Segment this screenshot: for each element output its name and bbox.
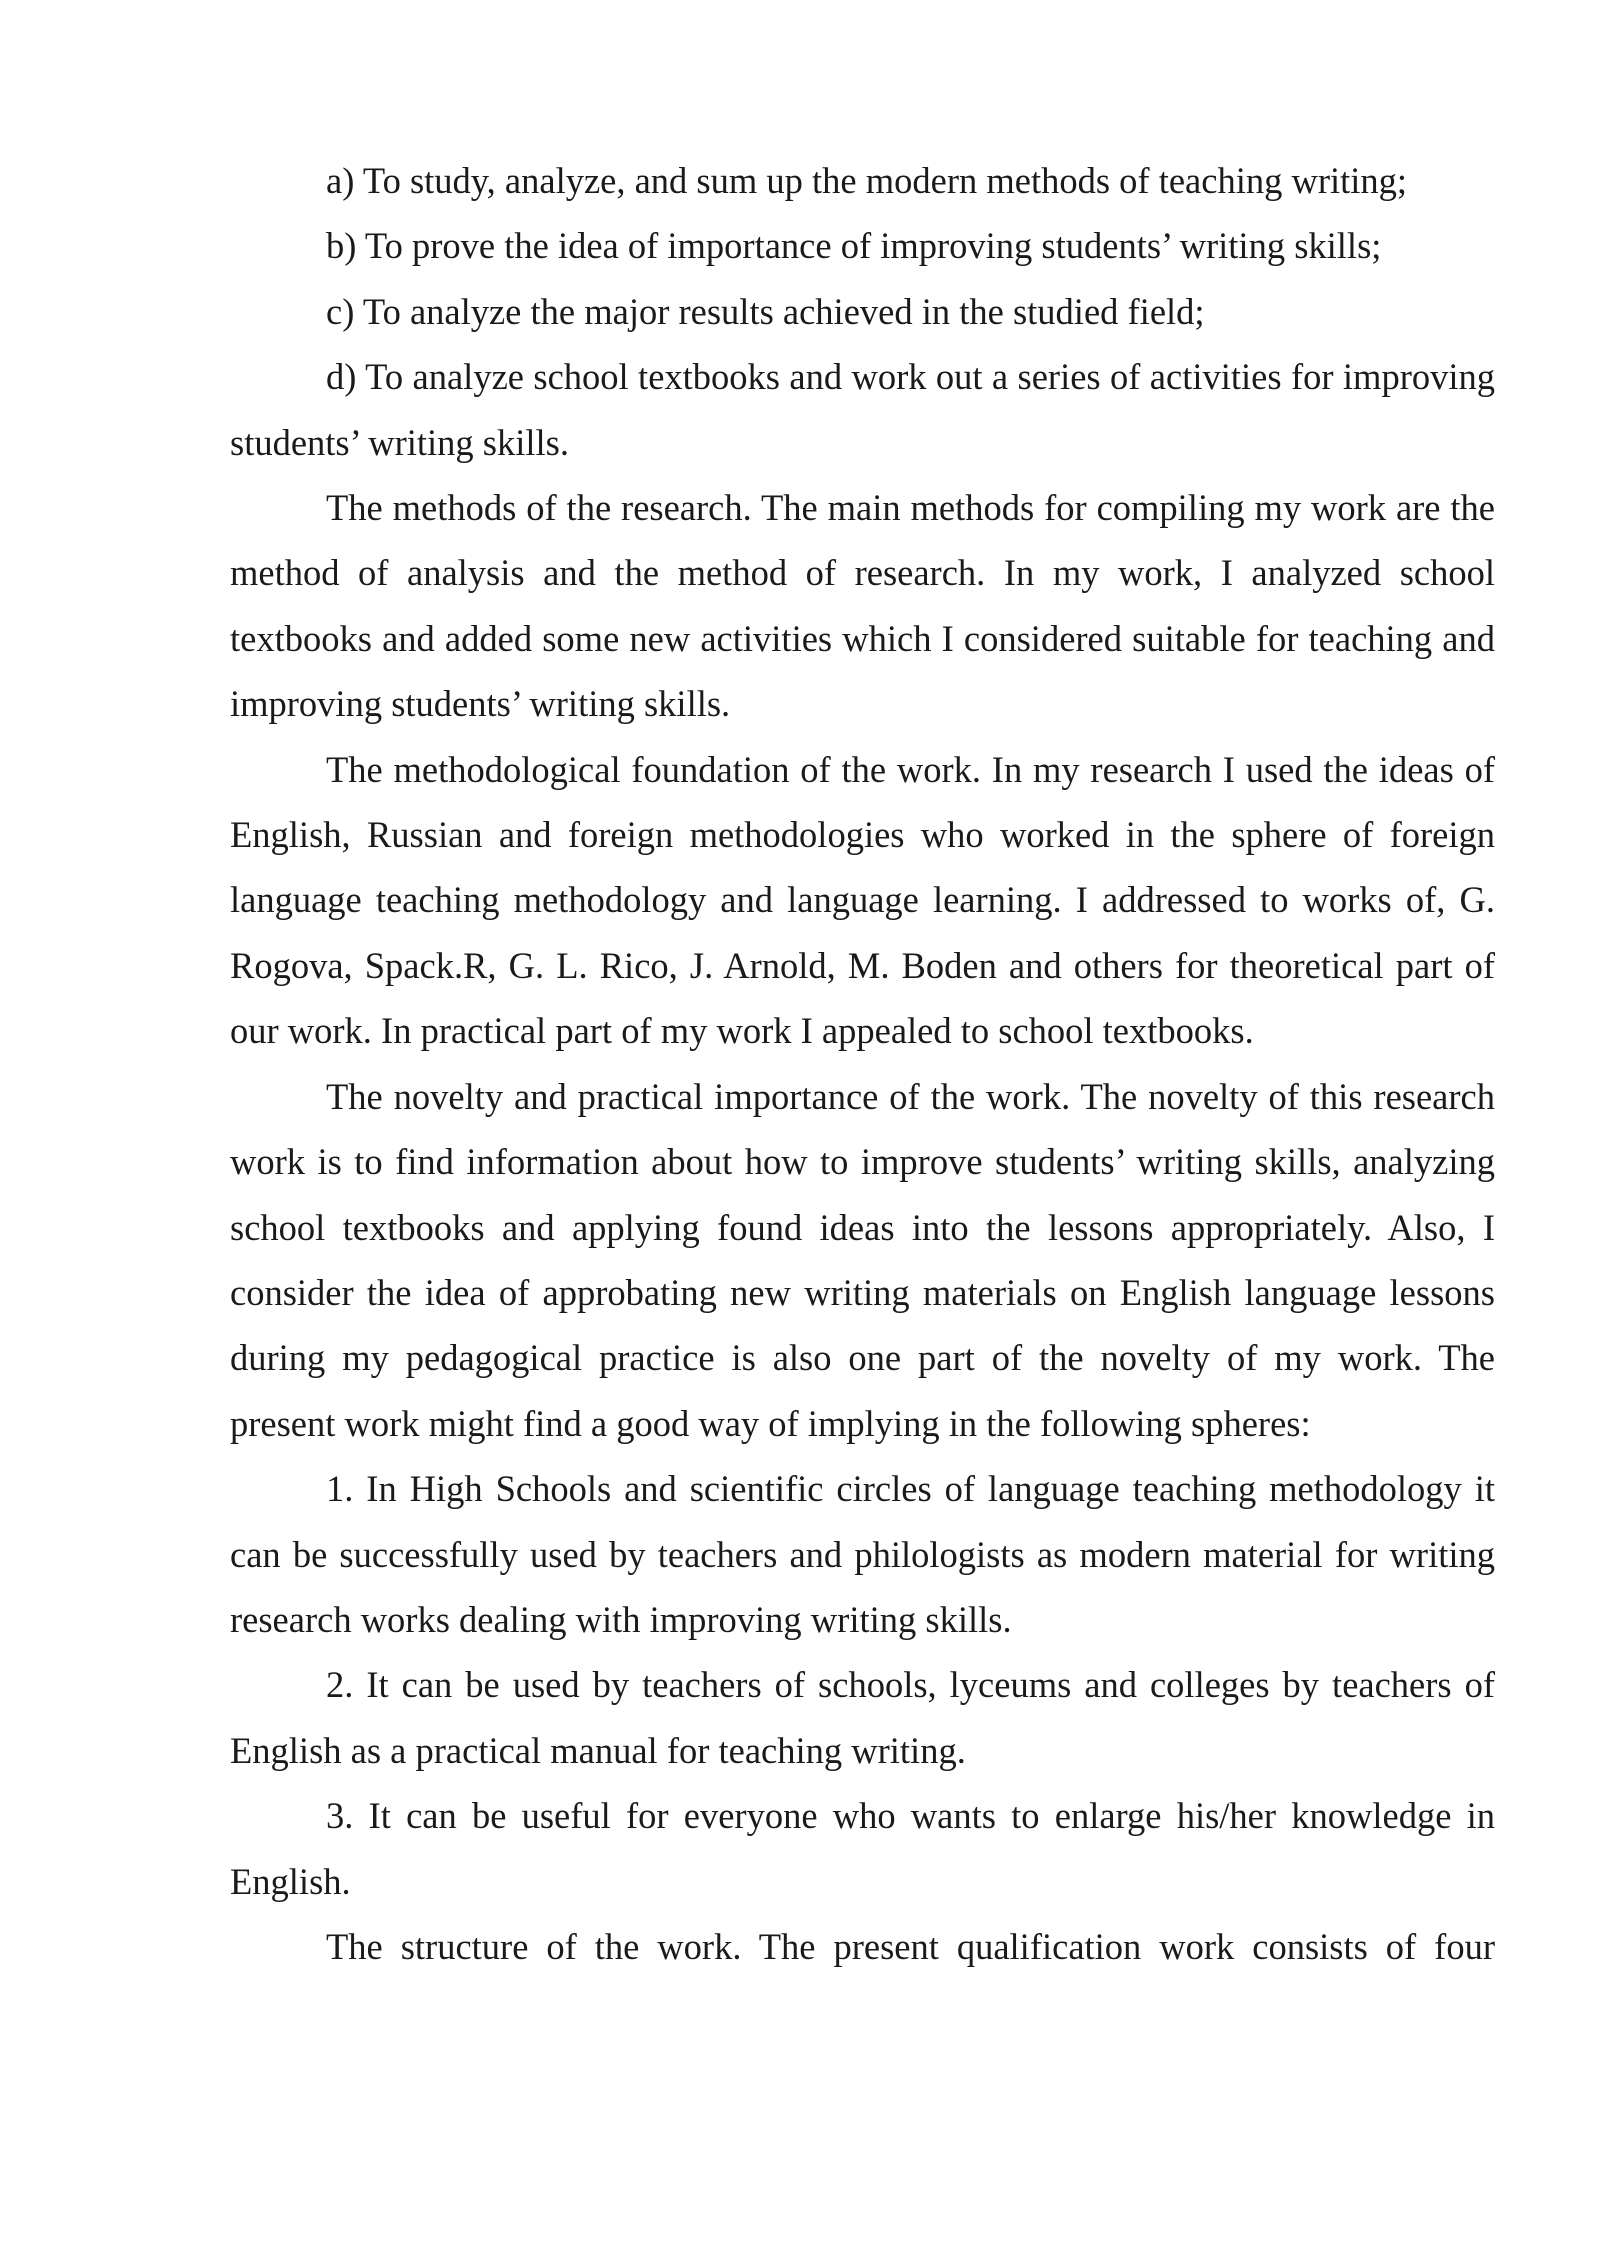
objective-a: a) To study, analyze, and sum up the modern methods of teaching writing;	[326, 160, 1408, 201]
objective-c: c) To analyze the major results achieved in the studied field;	[326, 290, 1205, 332]
objective-d: d) To analyze school textbooks and work out a series of activities for improving students’ writing skills.	[230, 356, 1495, 463]
sphere-item-3: 3. It can be useful for everyone who wants to enlarge his/her knowledge in English.	[230, 1795, 1495, 1902]
sphere-item-1: 1. In High Schools and scientific circles of language teaching methodology it can be successfully used by teachers and philologists as modern material for writing research works dealing with improving writing skills.	[230, 1468, 1495, 1640]
methods-paragraph: The methods of the research. The main methods for compiling my work are the method of analysis and the method of research. In my work, I analyzed school textbooks and added some new activities which I considered suitable for teaching and improving students’ writing skills.	[230, 487, 1495, 725]
novelty-paragraph: The novelty and practical importance of the work. The novelty of this research work is to find information about how to improve students’ writing skills, analyzing school textbooks and applying found ideas into the lessons appropriately. Also, I consider the idea of approbating new writing materials on English language lessons during my pedagogical practice is also one part of the novelty of my work. The present work might find a good way of implying in the following spheres:	[230, 1075, 1495, 1444]
structure-paragraph: The structure of the work. The present qualification work consists of four	[326, 1925, 1495, 1967]
methodological-foundation-paragraph: The methodological foundation of the work. In my research I used the ideas of English, Russian and foreign methodologies who worked in the sphere of foreign language teaching methodology and language learning. I addressed to works of, G. Rogova, Spack.R, G. L. Rico, J. Arnold, M. Boden and others for theoretical part of our work. In practical part of my work I appealed to school textbooks.	[230, 748, 1495, 1052]
objective-b: b) To prove the idea of importance of improving students’ writing skills;	[326, 225, 1382, 267]
sphere-item-2: 2. It can be used by teachers of schools, lyceums and colleges by teachers of English as a practical manual for teaching writing.	[230, 1664, 1495, 1771]
document-page	[230, 148, 1495, 1979]
